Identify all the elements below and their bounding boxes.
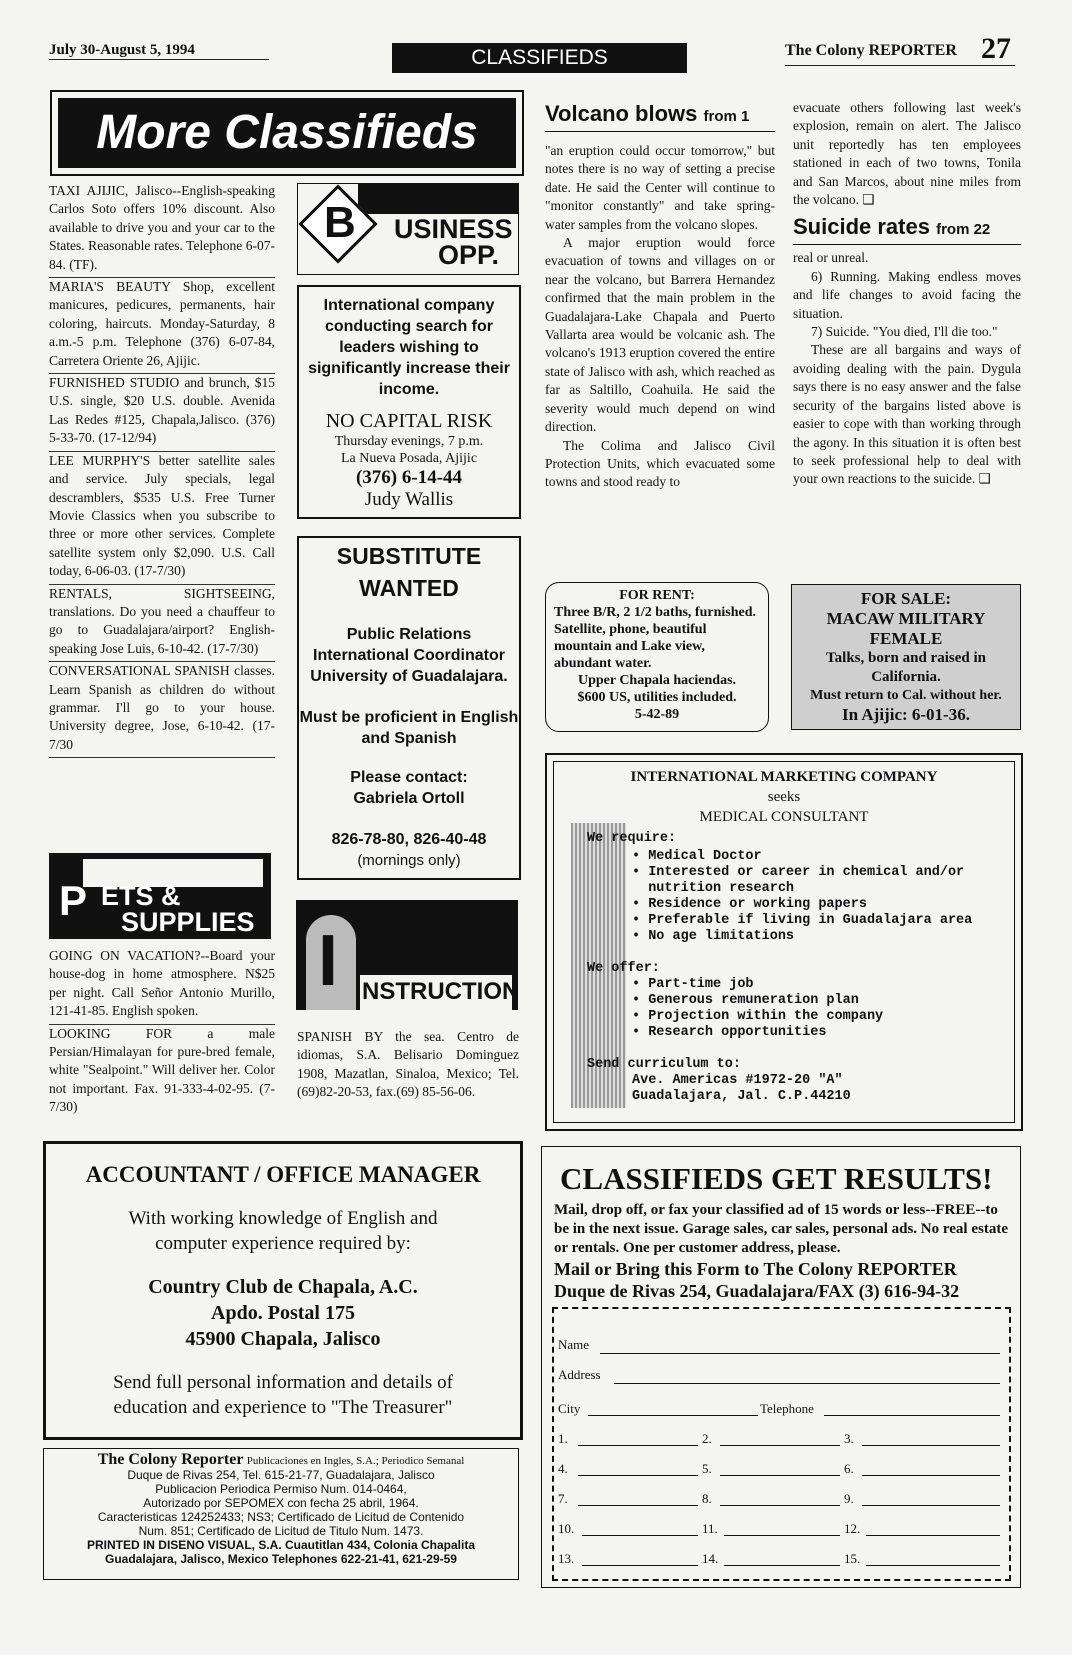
cgr-address: Duque de Rivas 254, Guadalajara/FAX (3) 616-94-32: [554, 1281, 960, 1301]
end-mark: ❑: [978, 471, 991, 487]
rent-desc: Three B/R, 2 1/2 baths, furnished. Satellite, phone, beautiful mountain and Lake view, abundant water.: [554, 605, 756, 671]
masthead-line: Guadalajara, Jalisco, Mexico Telephones 622-21-41, 621-29-59: [105, 1552, 457, 1566]
cgr-title: CLASSIFIEDS GET RESULTS!: [560, 1161, 993, 1196]
word-field-15[interactable]: [866, 1565, 1000, 1566]
classified-ad: FURNISHED STUDIO and brunch, $15 U.S. single, $20 U.S. double. Avenida Las Redes #125, Chapala,Jalisco. (376) 5-33-70. (17-12/94): [49, 374, 275, 452]
address-label: Address: [558, 1367, 601, 1382]
paper-name: The Colony REPORTER: [785, 42, 957, 59]
acct-title: ACCOUNTANT / OFFICE MANAGER: [85, 1162, 481, 1187]
word-num: 12.: [844, 1521, 861, 1536]
word-num: 10.: [558, 1521, 575, 1536]
sale-line: Must return to Cal. without her.: [810, 688, 1002, 703]
classified-form: [552, 1307, 1011, 1581]
for-rent-ad: [545, 582, 769, 732]
word-field-8[interactable]: [720, 1505, 840, 1506]
imc-req-item: nutrition research: [632, 881, 795, 896]
intl-ad-place: La Nueva Posada, Ajijic: [340, 451, 478, 466]
sale-line: In Ajijic: 6-01-36.: [842, 705, 970, 724]
word-num: 13.: [558, 1551, 575, 1566]
article-paragraph: "an eruption could occur tomorrow," but notes there is no way of setting a precise date. He said the Center will continue to "monitor constantly" and take spring-water samples from the volcano slopes.: [545, 143, 775, 232]
imc-req-item: • Residence or working papers: [632, 897, 867, 912]
imc-seeks: seeks: [767, 789, 801, 805]
rent-phone: 5-42-89: [634, 707, 680, 722]
masthead-publisher: Publicaciones en Ingles, S.A.; Periodico Semanal: [246, 1455, 465, 1467]
masthead-line: Publicacion Periodica Permiso Num. 014-0464,: [155, 1482, 407, 1496]
cgr-text: Mail, drop off, or fax your classified ad of 15 words or less--FREE--to be in the next issue. Garage sales, car sales, personal ads. No real estate or rentals. One per customer address, please.: [554, 1202, 1008, 1256]
pets-banner-line2: SUPPLIES: [121, 907, 255, 937]
sale-line: Talks, born and raised in California.: [826, 650, 986, 685]
sale-line: FOR SALE:: [860, 589, 952, 608]
masthead-line: [44, 1453, 518, 1468]
business-banner-line2: OPP.: [438, 240, 500, 270]
address-field[interactable]: [614, 1383, 1000, 1384]
sub-line: University of Guadalajara.: [310, 668, 508, 685]
masthead-line: Autorizado por SEPOMEX con fecha 25 abril, 1964.: [143, 1496, 419, 1510]
end-mark: ❑: [862, 192, 875, 208]
word-num: 9.: [844, 1491, 854, 1506]
imc-off-item: • Research opportunities: [632, 1025, 827, 1040]
intl-ad-text: International company conducting search for leaders wishing to significantly increase their income.: [308, 297, 510, 398]
article-text: These are all bargains and ways of avoiding dealing with the pain. Dygula says there is no easy answer and the false security of the bargains listed above is easier to cope with than working through the agony. In this situation it is often best to seek professional help to deal with your own reactions to the suicide.: [793, 342, 1021, 487]
rent-place: Upper Chapala haciendas.: [577, 673, 737, 688]
intl-ad-contact: Judy Wallis: [364, 489, 454, 510]
masthead-line: Duque de Rivas 254, Tel. 615-21-77, Guadalajara, Jalisco: [127, 1468, 435, 1482]
name-label: Name: [558, 1337, 590, 1352]
word-num: 2.: [702, 1431, 712, 1446]
word-num: 4.: [558, 1461, 568, 1476]
page-number: 27: [981, 32, 1011, 65]
word-field-5[interactable]: [720, 1475, 840, 1476]
article-paragraph: A major eruption would force evacuation of towns and villages on or near the volcano, but Barrera Hernandez confirmed that the main problem in the Guadalajara-Lake Chapala and Puerto Vallarta area would be volcanic ash. The volcano's 1913 eruption covered the entire state of Jalisco with ash, which reached as far as Saltillo, Coahuila. He said the severity would much depend on wind direction.: [545, 235, 775, 435]
classified-ad: LOOKING FOR a male Persian/Himalayan for pure-bred female, white "Sealpoint." Will deliver her. Color not important. Fax. 91-333-4-02-95. (7-7/30): [49, 1025, 275, 1115]
section-title: CLASSIFIEDS: [392, 43, 687, 73]
business-banner-letter: B: [324, 198, 356, 247]
city-field[interactable]: [588, 1415, 758, 1416]
suicide-from: from 22: [936, 221, 991, 239]
imc-addr: Guadalajara, Jal. C.P.44210: [632, 1089, 851, 1104]
telephone-field[interactable]: [824, 1415, 1000, 1416]
sub-title-2: WANTED: [359, 575, 459, 601]
volcano-headline: [545, 100, 775, 132]
acct-city: 45900 Chapala, Jalisco: [185, 1328, 381, 1350]
imc-company: INTERNATIONAL MARKETING COMPANY: [630, 769, 938, 785]
volcano-article: [545, 100, 775, 492]
classified-ad: CONVERSATIONAL SPANISH classes. Learn Spanish as children do without grammar. I'll go to your house. University degree, Jose, 6-10-42. (17-7/30: [49, 662, 275, 758]
sub-line: Please contact:: [350, 769, 468, 786]
masthead: [43, 1448, 519, 1580]
word-field-2[interactable]: [720, 1445, 840, 1446]
word-field-11[interactable]: [724, 1535, 840, 1536]
accountant-ad: [43, 1141, 523, 1440]
classified-ad: RENTALS, SIGHTSEEING, translations. Do you need a chauffeur to go to Guadalajara/airport? English-speaking Jose Luis, 6-10-42. (17-7/30): [49, 585, 275, 663]
sale-line: MACAW MILITARY: [826, 609, 986, 628]
pets-banner-text: [101, 883, 255, 935]
sub-line: Public Relations: [346, 626, 472, 643]
imc-req-item: • Preferable if living in Guadalajara area: [632, 913, 973, 928]
imc-offer: We offer:: [587, 961, 660, 976]
word-field-6[interactable]: [862, 1475, 1000, 1476]
sub-title-1: SUBSTITUTE: [336, 543, 482, 569]
imc-req-item: • Interested or career in chemical and/or: [632, 865, 965, 880]
cgr-mail: Mail or Bring this Form to The Colony REPORTER: [554, 1259, 957, 1279]
imc-off-item: • Projection within the company: [632, 1009, 884, 1024]
article-text: evacuate others following last week's explosion, remain on alert. The Jalisco unit reportedly has ten employees stationed in each of two towns, Tonila and San Marcos, about nine miles from the volcano.: [793, 100, 1021, 208]
substitute-wanted-ad: [297, 536, 521, 880]
volcano-from: from 1: [703, 108, 750, 125]
sub-line: Must be proficient in English and Spanish: [299, 709, 519, 747]
article-paragraph: The Colima and Jalisco Civil Protection Units, which evacuated some towns and stood ready to: [545, 437, 775, 490]
suicide-headline: [793, 213, 1021, 245]
acct-org: Country Club de Chapala, A.C.: [148, 1276, 418, 1298]
column-1: [49, 182, 275, 758]
article-paragraph: [793, 99, 1021, 209]
article-paragraph: real or unreal.: [793, 250, 869, 266]
business-banner-text: [394, 216, 513, 268]
word-field-4[interactable]: [578, 1475, 698, 1476]
sale-line: FEMALE: [869, 629, 943, 648]
word-num: 3.: [844, 1431, 854, 1446]
for-sale-ad: [791, 584, 1021, 730]
classifieds-form-ad: [541, 1146, 1021, 1588]
classified-ad: TAXI AJIJIC, Jalisco--English-speaking Carlos Soto offers 10% discount. Also available to drive you and your car to the States. Reasonable rates. Telephone 6-07-84. (TF).: [49, 182, 275, 278]
word-field-13[interactable]: [582, 1565, 698, 1566]
intl-ad-phone: (376) 6-14-44: [355, 467, 463, 488]
masthead-line: Num. 851; Certificado de Licitud de Titulo Num. 1473.: [138, 1524, 424, 1538]
pets-banner-letter: P: [59, 877, 88, 924]
article-paragraph: 6) Running. Making endless moves and life changes to avoid facing the situation.: [793, 268, 1021, 321]
instruction-banner-text: NSTRUCTION: [362, 978, 520, 1005]
acct-postal: Apdo. Postal 175: [211, 1302, 355, 1324]
volcano-title: Volcano blows: [545, 101, 698, 126]
word-field-3[interactable]: [862, 1445, 1000, 1446]
imc-addr: Ave. Americas #1972-20 "A": [632, 1073, 843, 1088]
business-opp-banner: [297, 183, 519, 275]
issue-date: July 30-August 5, 1994: [49, 42, 269, 60]
word-num: 15.: [844, 1551, 861, 1566]
name-field[interactable]: [600, 1353, 1000, 1354]
pets-supplies-banner: [49, 853, 271, 939]
pets-ads: [49, 947, 275, 1120]
imc-off-item: • Generous remuneration plan: [632, 993, 859, 1008]
telephone-label: Telephone: [760, 1401, 814, 1416]
suicide-title: Suicide rates: [793, 214, 930, 240]
imc-position: MEDICAL CONSULTANT: [699, 809, 869, 825]
pets-banner-line1: ETS &: [101, 881, 181, 911]
rent-price: $600 US, utilities included.: [577, 690, 737, 705]
rent-title: FOR RENT:: [619, 588, 695, 603]
word-field-10[interactable]: [582, 1535, 698, 1536]
city-label: City: [558, 1401, 581, 1416]
imc-off-item: • Part-time job: [632, 977, 754, 992]
word-num: 14.: [702, 1551, 719, 1566]
intl-ad-time: Thursday evenings, 7 p.m.: [334, 434, 484, 449]
sub-phone: 826-78-80, 826-40-48: [331, 831, 487, 848]
word-num: 6.: [844, 1461, 854, 1476]
classified-ad: MARIA'S BEAUTY Shop, excellent manicures, pedicures, permanents, hair coloring, haircuts. Monday-Saturday, 8 a.m.-5 p.m. Telephone (376) 6-07-84, Carretera Oriente 26, Ajijic.: [49, 278, 275, 374]
imc-req-item: • No age limitations: [632, 929, 795, 944]
word-num: 8.: [702, 1491, 712, 1506]
instruction-ad: SPANISH BY the sea. Centro de idiomas, S.A. Belisario Dominguez 1908, Mazatlan, Sinaloa, Mexico; Tel. (69)82-20-53, fax.(69) 85-56-06.: [297, 1029, 519, 1100]
masthead-paper: The Colony Reporter: [97, 1451, 244, 1468]
acct-text: With working knowledge of English and computer experience required by:: [128, 1208, 438, 1254]
word-field-12[interactable]: [866, 1535, 1000, 1536]
imc-require: We require:: [587, 831, 677, 846]
word-field-1[interactable]: [578, 1445, 698, 1446]
instruction-banner: [296, 900, 518, 1010]
intl-company-ad: [297, 285, 521, 519]
word-num: 11.: [702, 1521, 718, 1536]
word-field-9[interactable]: [862, 1505, 1000, 1506]
imc-send: Send curriculum to:: [587, 1057, 741, 1072]
word-num: 5.: [702, 1461, 712, 1476]
classified-ad: GOING ON VACATION?--Board your house-dog in home atmosphere. N$25 per night. Call Señor Antonio Murillo, 121-41-85. English spoken.: [49, 947, 275, 1025]
masthead-line: Caracteristicas 124252433; NS3; Certificado de Licitud de Contenido: [97, 1510, 465, 1524]
sub-note: (mornings only): [357, 852, 461, 869]
sub-line: International Coordinator: [313, 647, 505, 664]
more-classifieds-banner: [50, 90, 524, 176]
imc-req-item: • Medical Doctor: [632, 849, 762, 864]
banner-bar: [358, 184, 518, 214]
intl-ad-risk: NO CAPITAL RISK: [325, 410, 493, 432]
more-classifieds-title: More Classifieds: [58, 98, 516, 168]
word-field-7[interactable]: [578, 1505, 698, 1506]
article-paragraph: [793, 341, 1021, 488]
sub-line: Gabriela Ortoll: [353, 790, 465, 807]
article-paragraph: 7) Suicide. "You died, I'll die too.": [811, 324, 998, 340]
suicide-article: [793, 99, 1021, 489]
instruction-banner-letter: I: [318, 921, 339, 1001]
masthead-line: PRINTED IN DISENO VISUAL, S.A. Cuautitlan 434, Colonia Chapalita: [86, 1538, 476, 1552]
word-num: 7.: [558, 1491, 568, 1506]
acct-text: Send full personal information and details of education and experience to "The Treasurer": [113, 1372, 453, 1418]
business-banner-line1: USINESS: [394, 214, 513, 244]
medical-consultant-ad: [545, 753, 1023, 1131]
word-field-14[interactable]: [724, 1565, 840, 1566]
word-num: 1.: [558, 1431, 568, 1446]
classified-ad: LEE MURPHY'S better satellite sales and service. July specials, legal descramblers, $535 U.S. Free Turner Movie Classics when you subscribe to three or more other services. Complete satellite system only $2,090. U.S. Call today, 6-06-03. (17-7/30): [49, 452, 275, 585]
